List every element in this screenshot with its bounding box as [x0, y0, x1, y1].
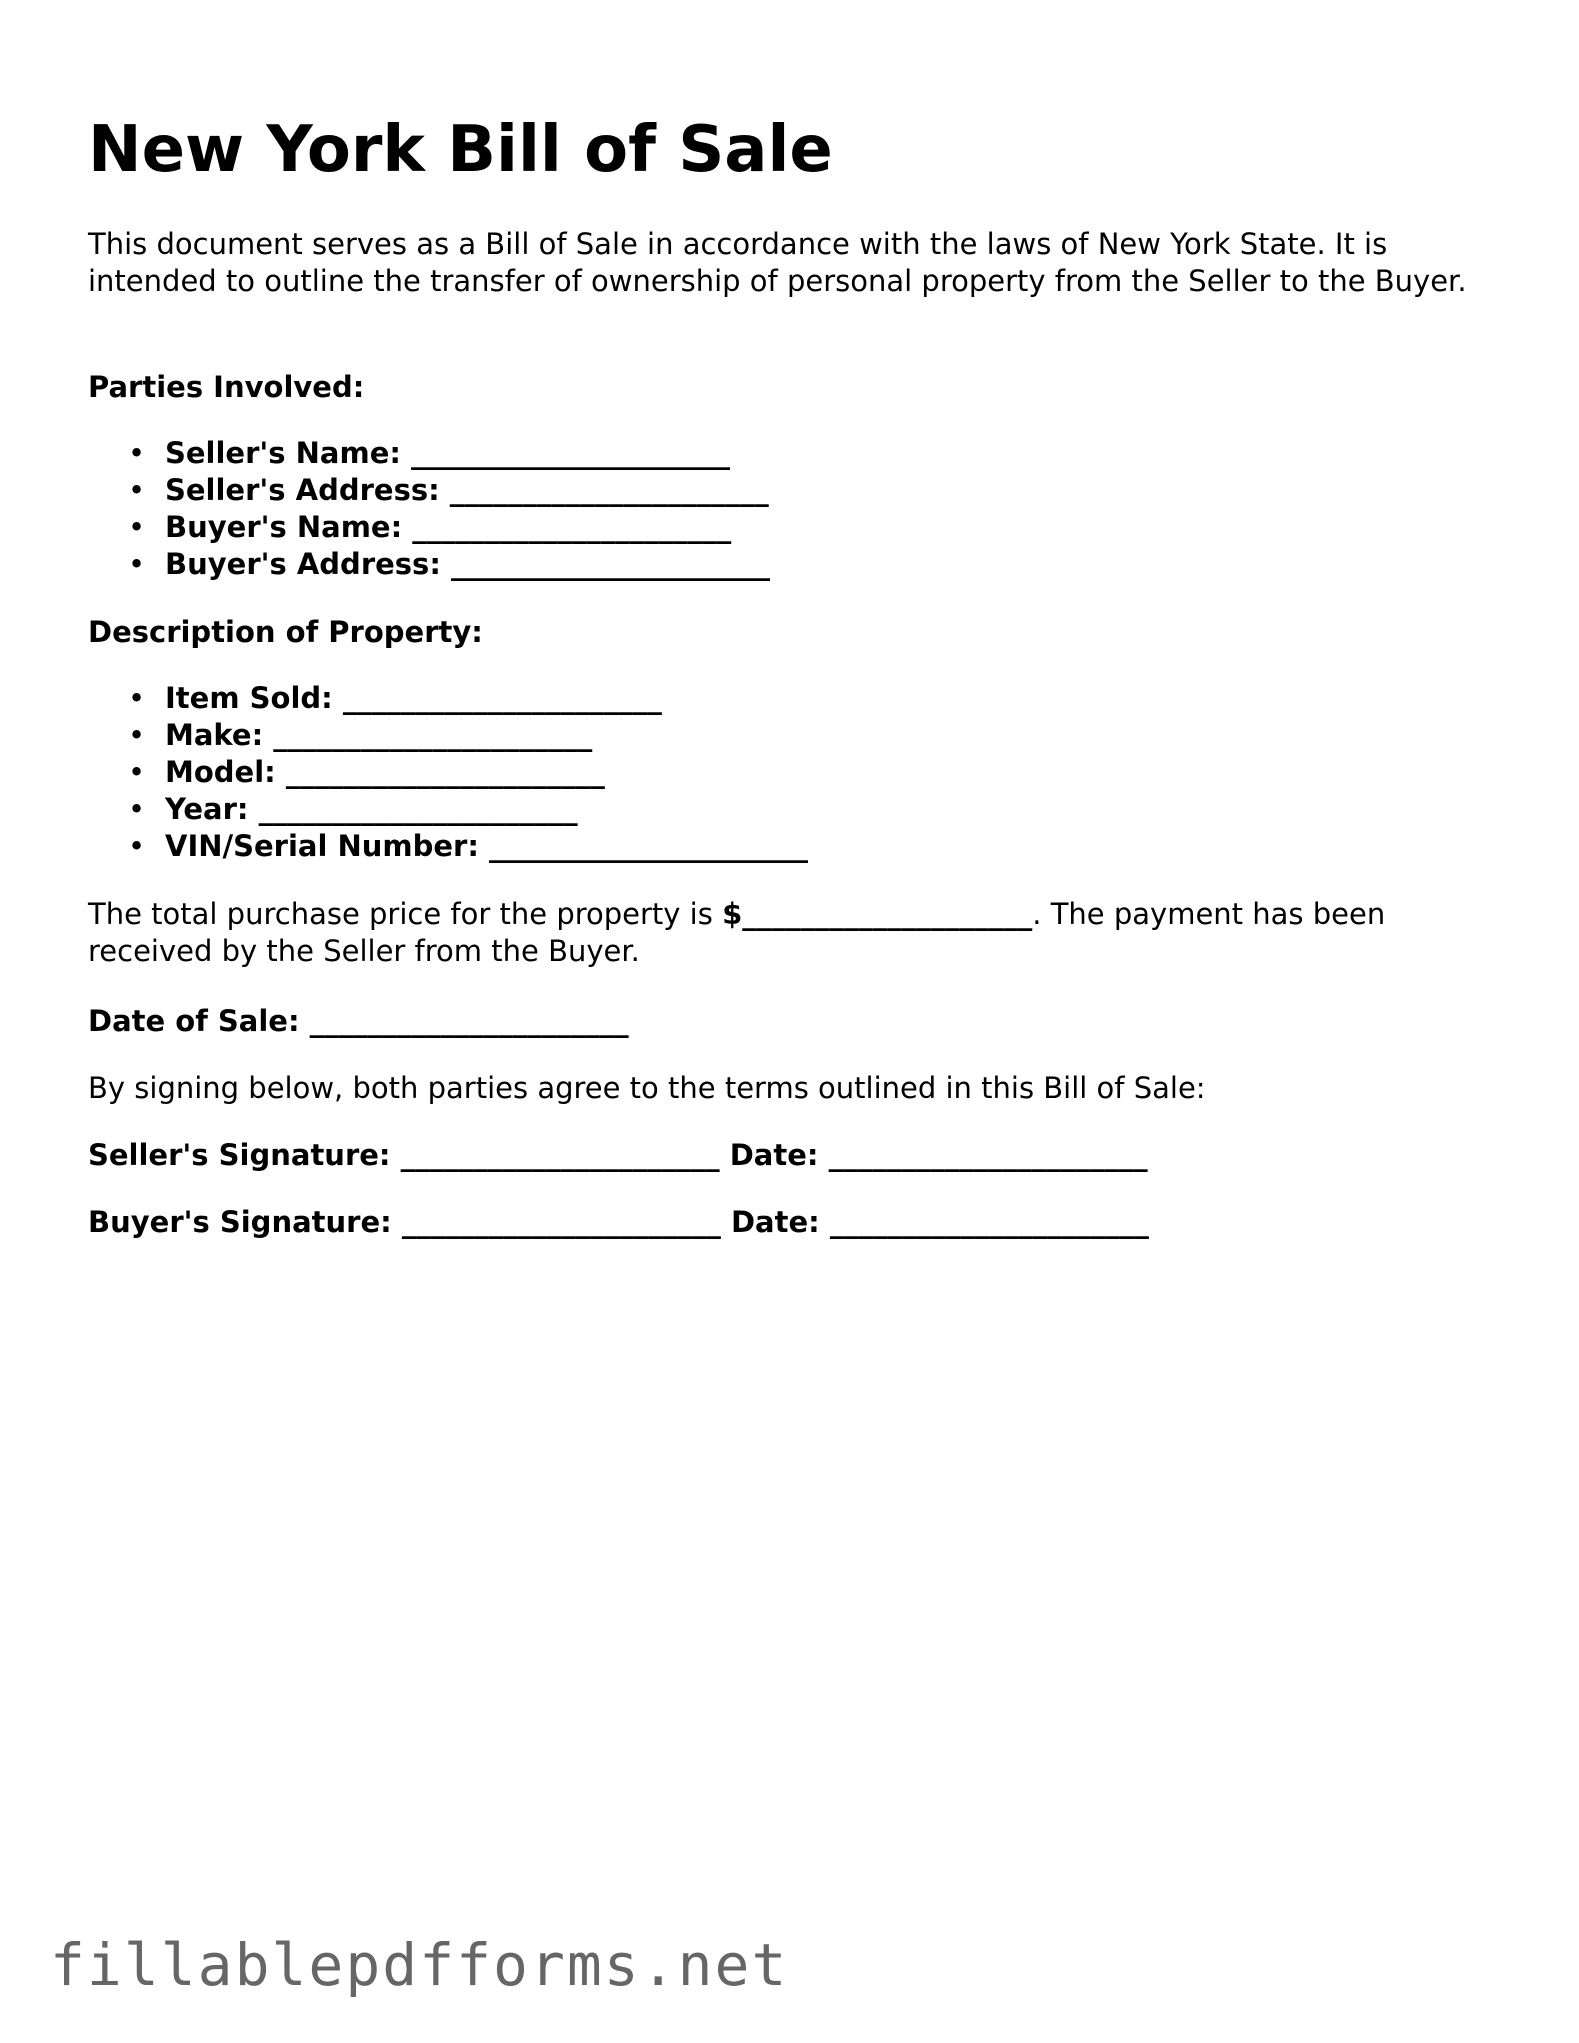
buyer-signature-field[interactable]: Buyer's Signature: ______________________ — [88, 1205, 721, 1239]
list-item[interactable] — [128, 680, 1508, 717]
seller-date-field[interactable]: Date: ______________________ — [729, 1138, 1148, 1172]
agreement-text: By signing below, both parties agree to the terms outlined in this Bill of Sale: — [88, 1071, 1206, 1105]
bullet-icon: • — [128, 681, 146, 715]
buyer-signature-row — [88, 1204, 1508, 1241]
seller-signature-row — [88, 1137, 1508, 1174]
list-item[interactable] — [128, 791, 1508, 828]
field-seller-name: Seller's Name: ______________________ — [165, 436, 731, 470]
price-text-after: . The payment has been received by the Seller from the Buyer. — [88, 897, 1386, 968]
price-section — [88, 896, 1508, 970]
field-seller-address: Seller's Address: ______________________ — [165, 473, 769, 507]
field-vin-serial: VIN/Serial Number: ______________________ — [165, 829, 809, 863]
parties-heading: Parties Involved: — [88, 370, 365, 404]
list-item[interactable] — [128, 828, 1508, 865]
parties-list — [88, 435, 1508, 583]
property-heading: Description of Property: — [88, 615, 483, 649]
field-model: Model: ______________________ — [165, 755, 605, 789]
bullet-icon: • — [128, 547, 146, 581]
agreement-section — [88, 1070, 1508, 1107]
field-item-sold: Item Sold: ______________________ — [165, 681, 662, 715]
list-item[interactable] — [128, 472, 1508, 509]
field-buyer-address: Buyer's Address: ______________________ — [165, 547, 771, 581]
bullet-icon: • — [128, 510, 146, 544]
date-of-sale-section — [88, 1003, 1508, 1040]
price-paragraph — [88, 896, 1508, 970]
intro-paragraph: This document serves as a Bill of Sale in accordance with the laws of New York State. It is intended to outline the transfer of ownership of personal property from the Seller to the Buyer. — [88, 227, 1467, 298]
list-item[interactable] — [128, 509, 1508, 546]
intro-section — [88, 226, 1508, 300]
field-make: Make: ______________________ — [165, 718, 593, 752]
date-of-sale-field[interactable]: Date of Sale: ______________________ — [88, 1004, 629, 1038]
property-section — [88, 614, 1508, 651]
bullet-icon: • — [128, 473, 146, 507]
bullet-icon: • — [128, 792, 146, 826]
price-amount-field[interactable]: $____________________ — [722, 897, 1033, 931]
list-item[interactable] — [128, 435, 1508, 472]
bullet-icon: • — [128, 718, 146, 752]
bullet-icon: • — [128, 436, 146, 470]
buyer-date-field[interactable]: Date: ______________________ — [730, 1205, 1149, 1239]
property-list — [88, 680, 1508, 865]
signature-row — [88, 1137, 1508, 1174]
seller-signature-field[interactable]: Seller's Signature: ______________________ — [88, 1138, 720, 1172]
list-item[interactable] — [128, 546, 1508, 583]
parties-list-section — [88, 435, 1508, 583]
list-item[interactable] — [128, 754, 1508, 791]
field-year: Year: ______________________ — [165, 792, 578, 826]
bullet-icon: • — [128, 755, 146, 789]
field-buyer-name: Buyer's Name: ______________________ — [165, 510, 732, 544]
document-title: New York Bill of Sale — [88, 113, 833, 187]
property-list-section — [88, 680, 1508, 865]
price-text-before: The total purchase price for the property is — [88, 897, 723, 931]
list-item[interactable] — [128, 717, 1508, 754]
bullet-icon: • — [128, 829, 146, 863]
parties-section — [88, 369, 1508, 406]
watermark-text: fillablepdfforms.net — [50, 1931, 789, 1999]
signature-row — [88, 1204, 1508, 1241]
